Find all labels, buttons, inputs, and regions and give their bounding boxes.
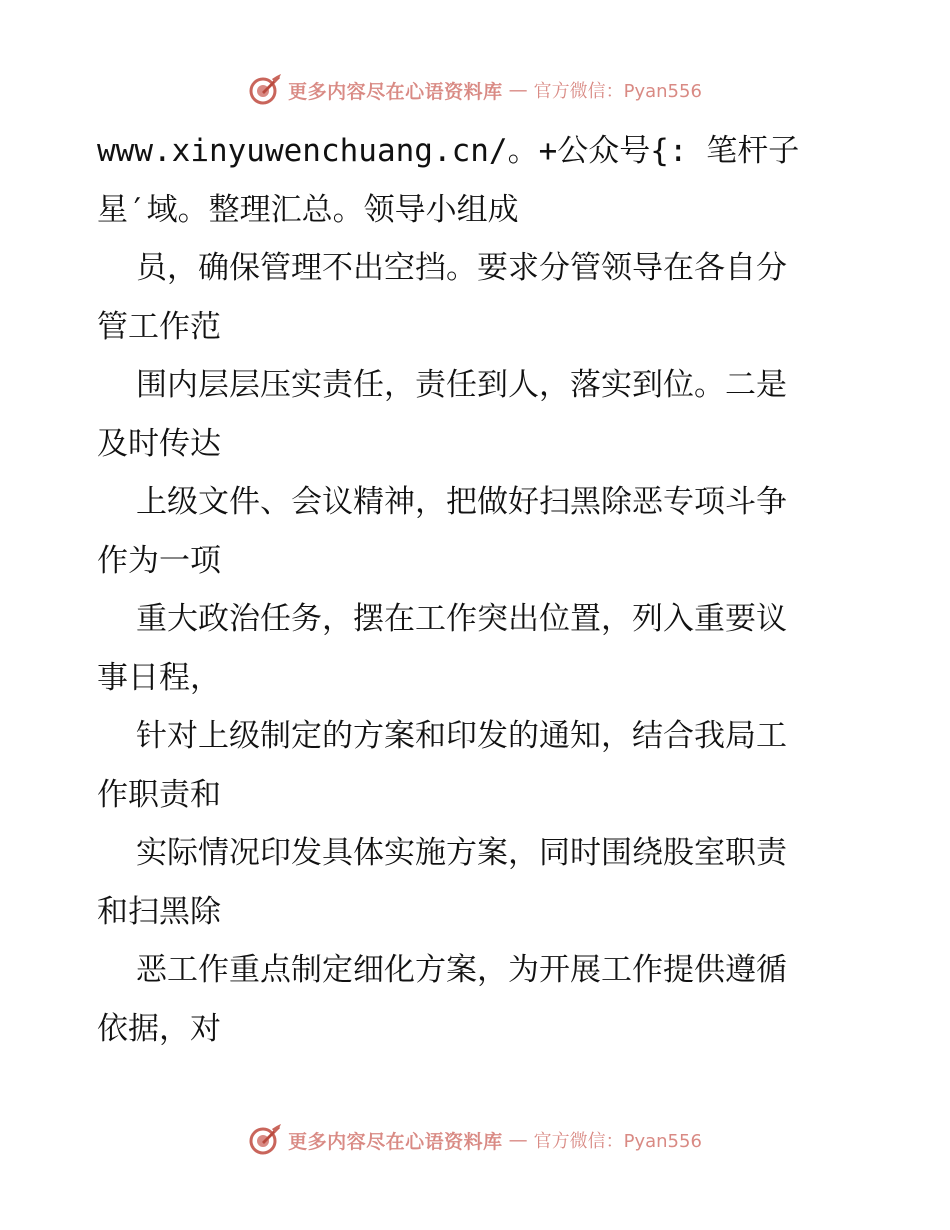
watermark-wechat: 官方微信：Pyan556: [533, 1131, 702, 1152]
quill-logo-icon: [248, 1123, 282, 1157]
text-line-15: 恶工作重点制定细化方案，为开展工作提供遵循: [136, 952, 787, 988]
text-line-8: 作为一项: [97, 542, 221, 579]
text-line-1: www.xinyuwenchuang.cn/。+公众号{: 笔杆子: [97, 133, 800, 169]
text-line-10: 事日程，: [97, 659, 221, 696]
footer-watermark: [0, 1120, 950, 1160]
text-line-3: 员，确保管理不出空挡。要求分管领导在各自分: [136, 250, 787, 286]
watermark-dash: —: [508, 1129, 528, 1151]
header-watermark: [0, 70, 950, 110]
text-line-13: 实际情况印发具体实施方案，同时围绕股室职责: [136, 835, 787, 871]
text-line-9: 重大政治任务，摆在工作突出位置，列入重要议: [136, 601, 787, 637]
watermark-dash: —: [508, 79, 528, 101]
text-line-7: 上级文件、会议精神，把做好扫黑除恶专项斗争: [136, 484, 787, 520]
text-line-16: 依据，对: [97, 1010, 221, 1047]
quill-logo-icon: [248, 73, 282, 107]
text-line-11: 针对上级制定的方案和印发的通知，结合我局工: [136, 718, 787, 754]
text-line-5: 围内层层压实责任，责任到人，落实到位。二是: [136, 367, 787, 403]
document-body: [97, 122, 857, 1058]
watermark-wechat: 官方微信：Pyan556: [533, 81, 702, 102]
text-line-14: 和扫黑除: [97, 893, 221, 930]
text-line-4: 管工作范: [97, 308, 221, 345]
text-line-6: 及时传达: [97, 425, 221, 462]
text-line-12: 作职责和: [97, 776, 221, 813]
watermark-title: 更多内容尽在心语资料库: [288, 80, 503, 103]
watermark-title: 更多内容尽在心语资料库: [288, 1130, 503, 1153]
text-line-2: 星′域。整理汇总。领导小组成: [97, 191, 519, 228]
